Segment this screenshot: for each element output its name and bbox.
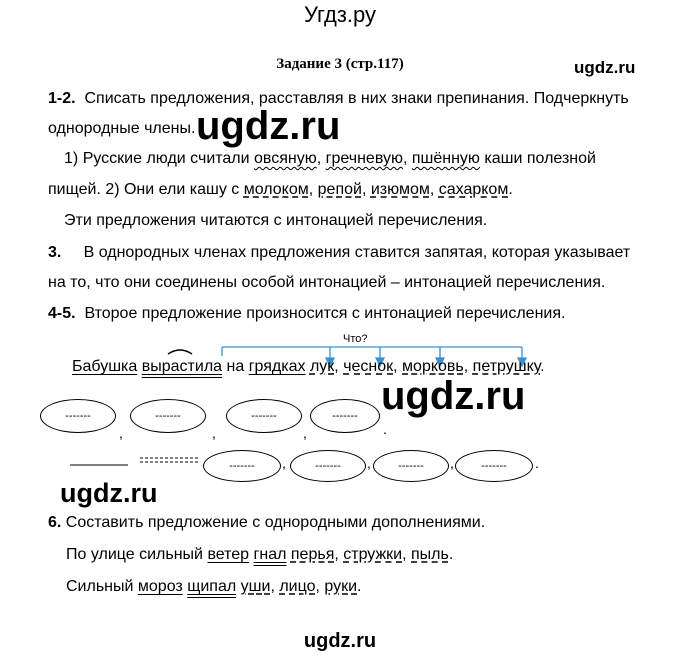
homogeneous-word: овсяную: [254, 150, 317, 167]
watermark-large-1: ugdz.ru: [196, 104, 341, 148]
homogeneous-word: репой: [317, 181, 362, 198]
object-word: пыль: [411, 546, 449, 563]
sentence2-start: пищей. 2) Они ели кашу с: [48, 181, 240, 198]
predicate-word: вырастила: [141, 358, 223, 375]
scheme-oval: -------: [455, 450, 533, 482]
homogeneous-word: сахарком: [438, 181, 509, 198]
scheme-comma: ,: [119, 425, 123, 441]
task6-text1: Составить предложение с однородными дополнениями.: [65, 514, 486, 531]
sentence1-number: 1): [64, 150, 79, 167]
site-header: Угдз.ру: [303, 2, 377, 27]
task3-line1: [48, 243, 630, 262]
task12-comment: Эти предложения читаются с интонацией перечисления.: [64, 212, 488, 229]
scheme-comma: ,: [303, 425, 307, 441]
task12-sentence2: пищей. 2) Они ели кашу с молоком, репой, изюмом, сахарком.: [48, 181, 513, 198]
example1-start: По улице сильный: [66, 546, 203, 563]
object-word: петрушку: [472, 358, 541, 375]
scheme-oval: -------: [130, 399, 206, 433]
task45-line1: [48, 304, 565, 323]
homogeneous-word: гречневую: [325, 150, 403, 167]
subject-word: мороз: [137, 578, 183, 595]
task6-example1: По улице сильный ветер гнал перья, стружки, пыль.: [66, 546, 454, 563]
task12-sentence1: 1) Русские люди считали овсяную, гречневую, пшённую каши полезной: [64, 150, 596, 167]
watermark-top-right: ugdz.ru: [574, 58, 636, 77]
object-word: лук: [309, 358, 335, 375]
scheme-period: .: [383, 421, 387, 437]
task6-example2: Сильный мороз щипал уши, лицо, руки.: [66, 578, 362, 595]
watermark-footer: ugdz.ru: [303, 630, 377, 652]
object-word: руки: [324, 578, 358, 595]
object-word: лицо: [279, 578, 316, 595]
task-title: Задание 3 (стр.117): [276, 56, 404, 72]
object-word: стружки: [343, 546, 403, 563]
task12-text2: однородные члены.: [48, 120, 196, 137]
scheme-comma: ,: [367, 455, 371, 471]
preposition-word: на: [226, 358, 245, 375]
question-label: Что?: [343, 333, 368, 345]
task3-text1: В однородных членах предложения ставится запятая, которая указывает: [83, 244, 631, 261]
object-word: уши: [240, 578, 271, 595]
object-word: морковь: [402, 358, 464, 375]
homogeneous-word: молоком: [243, 181, 309, 198]
predicate-word: гнал: [253, 546, 287, 563]
watermark-large-2: ugdz.ru: [381, 374, 526, 418]
sentence1-end: каши полезной: [484, 150, 596, 167]
task6-number: 6.: [48, 514, 62, 531]
object-word: чеснок: [343, 358, 394, 375]
scheme-oval: -------: [310, 399, 380, 433]
scheme-comma: ,: [282, 455, 286, 471]
scheme-oval: -------: [373, 450, 449, 482]
task3-text2: на то, что они соединены особой интонацией – интонацией перечисления.: [48, 274, 606, 291]
scheme-period: .: [535, 455, 539, 471]
task12-number: 1-2.: [48, 90, 76, 107]
watermark-mid-left: ugdz.ru: [60, 478, 158, 508]
scheme-oval: -------: [290, 450, 366, 482]
task12-text1: Списать предложения, расставляя в них знаки препинания. Подчеркнуть: [84, 90, 629, 107]
place-word: грядках: [248, 358, 306, 375]
homogeneous-word: пшённую: [411, 150, 480, 167]
subject-word: ветер: [207, 546, 250, 563]
sentence1-start: Русские люди считали: [82, 150, 250, 167]
scheme-comma: ,: [212, 425, 216, 441]
task6-line1: [48, 513, 485, 532]
object-word: перья: [290, 546, 335, 563]
predicate-word: щипал: [187, 578, 237, 595]
homogeneous-word: изюмом: [370, 181, 430, 198]
scheme-comma: ,: [450, 455, 454, 471]
subject-word: Бабушка: [72, 358, 138, 375]
task45-text1: Второе предложение произносится с интонацией перечисления.: [84, 305, 566, 322]
scheme-oval: -------: [226, 399, 302, 433]
example-sentence: Бабушка вырастила на грядках лук, чеснок, морковь, петрушку.: [72, 358, 545, 375]
scheme-oval: -------: [203, 450, 281, 482]
scheme-oval: -------: [40, 399, 116, 433]
task3-number: 3.: [48, 244, 62, 261]
scheme-lines: [60, 448, 210, 468]
task45-number: 4-5.: [48, 305, 76, 322]
example2-start: Сильный: [66, 578, 134, 595]
